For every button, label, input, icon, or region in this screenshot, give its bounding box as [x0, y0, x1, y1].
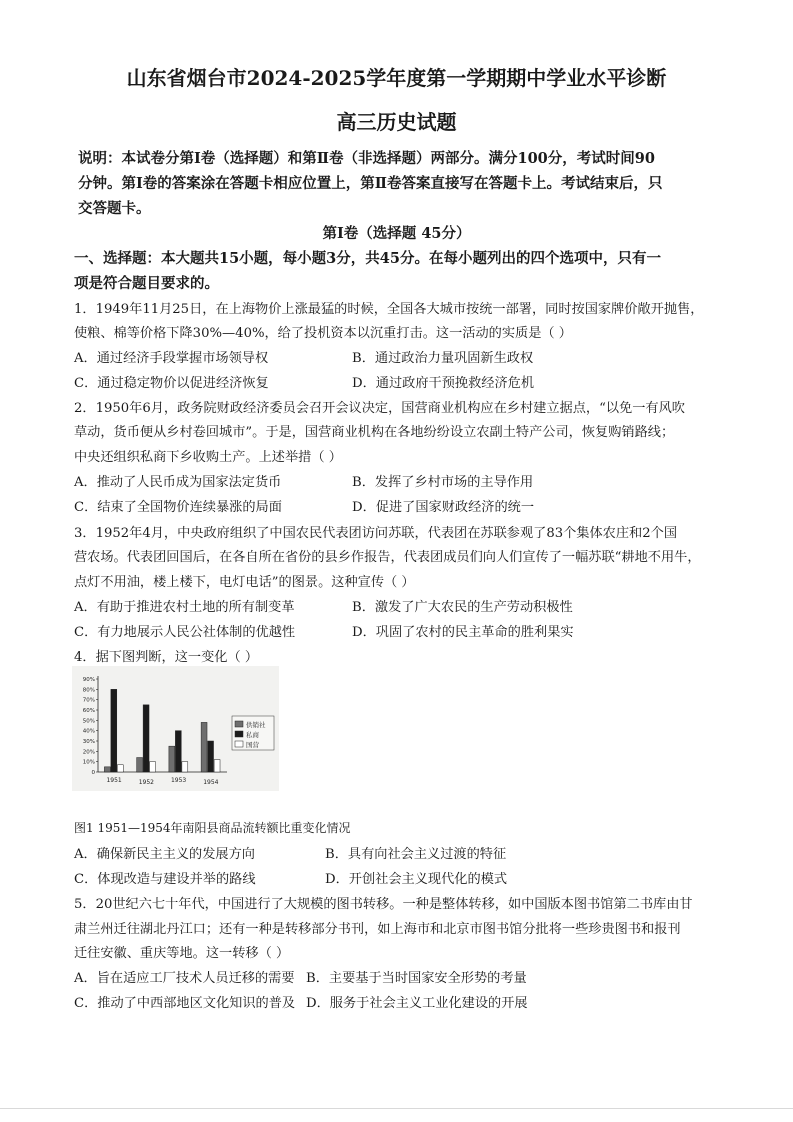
question-2-option-b[interactable]: B．发挥了乡村市场的主导作用: [352, 475, 534, 490]
bar-私商-1954: [208, 741, 214, 772]
question-3-option-a[interactable]: A．有助于推进农村土地的所有制变革: [74, 600, 295, 615]
question-2-text: 中央还组织私商下乡收购土产。上述举措（ ）: [74, 450, 342, 465]
x-tick-label: 1954: [203, 779, 219, 786]
question-1-option-b[interactable]: B．通过政治力量巩固新生政权: [352, 351, 534, 366]
instruction-line: 分钟。第Ⅰ卷的答案涂在答题卡相应位置上，第Ⅱ卷答案直接写在答题卡上。考试结束后，只: [78, 175, 663, 192]
y-tick-label: 50%: [82, 718, 95, 725]
question-4-text: 4．据下图判断，这一变化（ ）: [74, 650, 259, 665]
question-2-text: 草动，货币便从乡村卷回城市”。于是，国营商业机构在各地纷纷设立农副土特产公司，恢复购销路线；: [74, 425, 675, 440]
question-3-option-d[interactable]: D．巩固了农村的民主革命的胜利果实: [352, 625, 574, 640]
question-4-option-d[interactable]: D．开创社会主义现代化的模式: [325, 872, 508, 887]
y-tick-label: 30%: [82, 739, 95, 745]
question-3-text: 3．1952年4月，中央政府组织了中国农民代表团访问苏联，代表团在苏联参观了83个集体农庄和2个国: [74, 526, 678, 541]
question-5-text: 5．20世纪六七十年代，中国进行了大规模的图书转移。一种是整体转移，如中国版本图书馆第二书库由甘: [74, 897, 693, 912]
legend-swatch: [235, 721, 243, 727]
section-heading: 一、选择题：本大题共15小题，每小题3分，共45分。在每小题列出的四个选项中，只有一: [74, 250, 661, 267]
y-tick-label: 10%: [82, 759, 95, 766]
bar-国营-1952: [150, 762, 156, 772]
bar-国营-1951: [117, 765, 123, 772]
instruction-line: 交答题卡。: [78, 200, 151, 217]
bar-国营-1953: [182, 762, 188, 772]
y-tick-label: 70%: [82, 697, 95, 704]
legend-label: 供销社: [246, 721, 266, 729]
chart-caption: 图1 1951—1954年南阳县商品流转额比重变化情况: [74, 821, 351, 835]
y-tick-label: 20%: [82, 749, 95, 756]
question-4-option-b[interactable]: B．具有向社会主义过渡的特征: [325, 847, 507, 862]
question-3-text: 营农场。代表团回国后，在各自所在省份的县乡作报告，代表团成员们向人们宣传了一幅苏联“耕地不用牛，: [74, 550, 701, 565]
question-5-option-b[interactable]: B．主要基于当时国家安全形势的考量: [306, 971, 527, 986]
question-5-option-a[interactable]: A．旨在适应工厂技术人员迁移的需要: [74, 971, 295, 986]
question-2-option-d[interactable]: D．促进了国家财政经济的统一: [352, 500, 535, 515]
question-1-option-c[interactable]: C．通过稳定物价以促进经济恢复: [74, 376, 269, 391]
question-2-option-c[interactable]: C．结束了全国物价连续暴涨的局面: [74, 500, 282, 515]
x-tick-label: 1953: [170, 777, 187, 784]
legend-swatch: [235, 731, 243, 737]
page-title: 山东省烟台市2024-2025学年度第一学期期中学业水平诊断: [126, 66, 667, 90]
page-bottom-rule: [0, 1108, 793, 1109]
bar-私商-1953: [175, 731, 181, 772]
x-tick-label: 1951: [106, 777, 122, 784]
bar-私商-1951: [111, 689, 117, 772]
bar-供销社-1954: [201, 722, 207, 772]
chart-photo: [72, 666, 279, 791]
section-heading: 项是符合题目要求的。: [74, 275, 219, 292]
question-3-option-b[interactable]: B．激发了广大农民的生产劳动积极性: [352, 600, 573, 615]
bar-供销社-1953: [169, 746, 175, 772]
question-3-option-c[interactable]: C．有力地展示人民公社体制的优越性: [74, 625, 296, 640]
question-5-text: 肃兰州迁往湖北丹江口；还有一种是转移部分书刊，如上海市和北京市图书馆分批将一些珍贵图书和报刊: [74, 922, 681, 937]
bar-chart: [72, 666, 279, 791]
y-tick-label: 80%: [82, 687, 95, 694]
y-tick-label: 90%: [82, 677, 95, 683]
bar-供销社-1951: [104, 767, 110, 772]
question-1-option-d[interactable]: D．通过政府干预挽救经济危机: [352, 376, 535, 391]
part1-title: 第Ⅰ卷（选择题 45分）: [322, 225, 471, 242]
bar-国营-1954: [214, 760, 220, 772]
question-5-option-d[interactable]: D．服务于社会主义工业化建设的开展: [306, 996, 528, 1011]
question-2-text: 2．1950年6月，政务院财政经济委员会召开会议决定，国营商业机构应在乡村建立据点，“以免一有风吹: [74, 401, 685, 416]
question-2-option-a[interactable]: A．推动了人民币成为国家法定货币: [74, 475, 282, 490]
y-tick-label: 60%: [82, 708, 95, 714]
x-tick-label: 1952: [138, 779, 155, 786]
bar-供销社-1952: [137, 758, 143, 772]
page-subtitle: 高三历史试题: [336, 110, 457, 134]
legend-label: 国营: [246, 741, 259, 749]
question-4-option-a[interactable]: A．确保新民主主义的发展方向: [74, 847, 255, 862]
question-1-text: 1．1949年11月25日，在上海物价上涨最猛的时候，全国各大城市按统一部署，同时按国家牌价敞开抛售，: [74, 302, 704, 317]
question-3-text: 点灯不用油，楼上楼下，电灯电话”的图景。这种宣传（ ）: [74, 575, 415, 590]
bar-私商-1952: [143, 705, 149, 772]
instruction-line: 说明：本试卷分第Ⅰ卷（选择题）和第Ⅱ卷（非选择题）两部分。满分100分，考试时间90: [78, 150, 655, 167]
legend-label: 私商: [246, 731, 259, 739]
question-5-text: 迁往安徽、重庆等地。这一转移（ ）: [74, 946, 290, 961]
y-tick-label: 0: [91, 770, 95, 776]
y-tick-label: 40%: [82, 728, 95, 735]
question-1-option-a[interactable]: A．通过经济手段掌握市场领导权: [74, 351, 269, 366]
question-5-option-c[interactable]: C．推动了中西部地区文化知识的普及: [74, 996, 296, 1011]
legend-swatch: [235, 741, 243, 747]
question-1-text: 使粮、棉等价格下降30%—40%，给了投机资本以沉重打击。这一活动的实质是（ ）: [74, 326, 572, 341]
question-4-option-c[interactable]: C．体现改造与建设并举的路线: [74, 872, 256, 887]
